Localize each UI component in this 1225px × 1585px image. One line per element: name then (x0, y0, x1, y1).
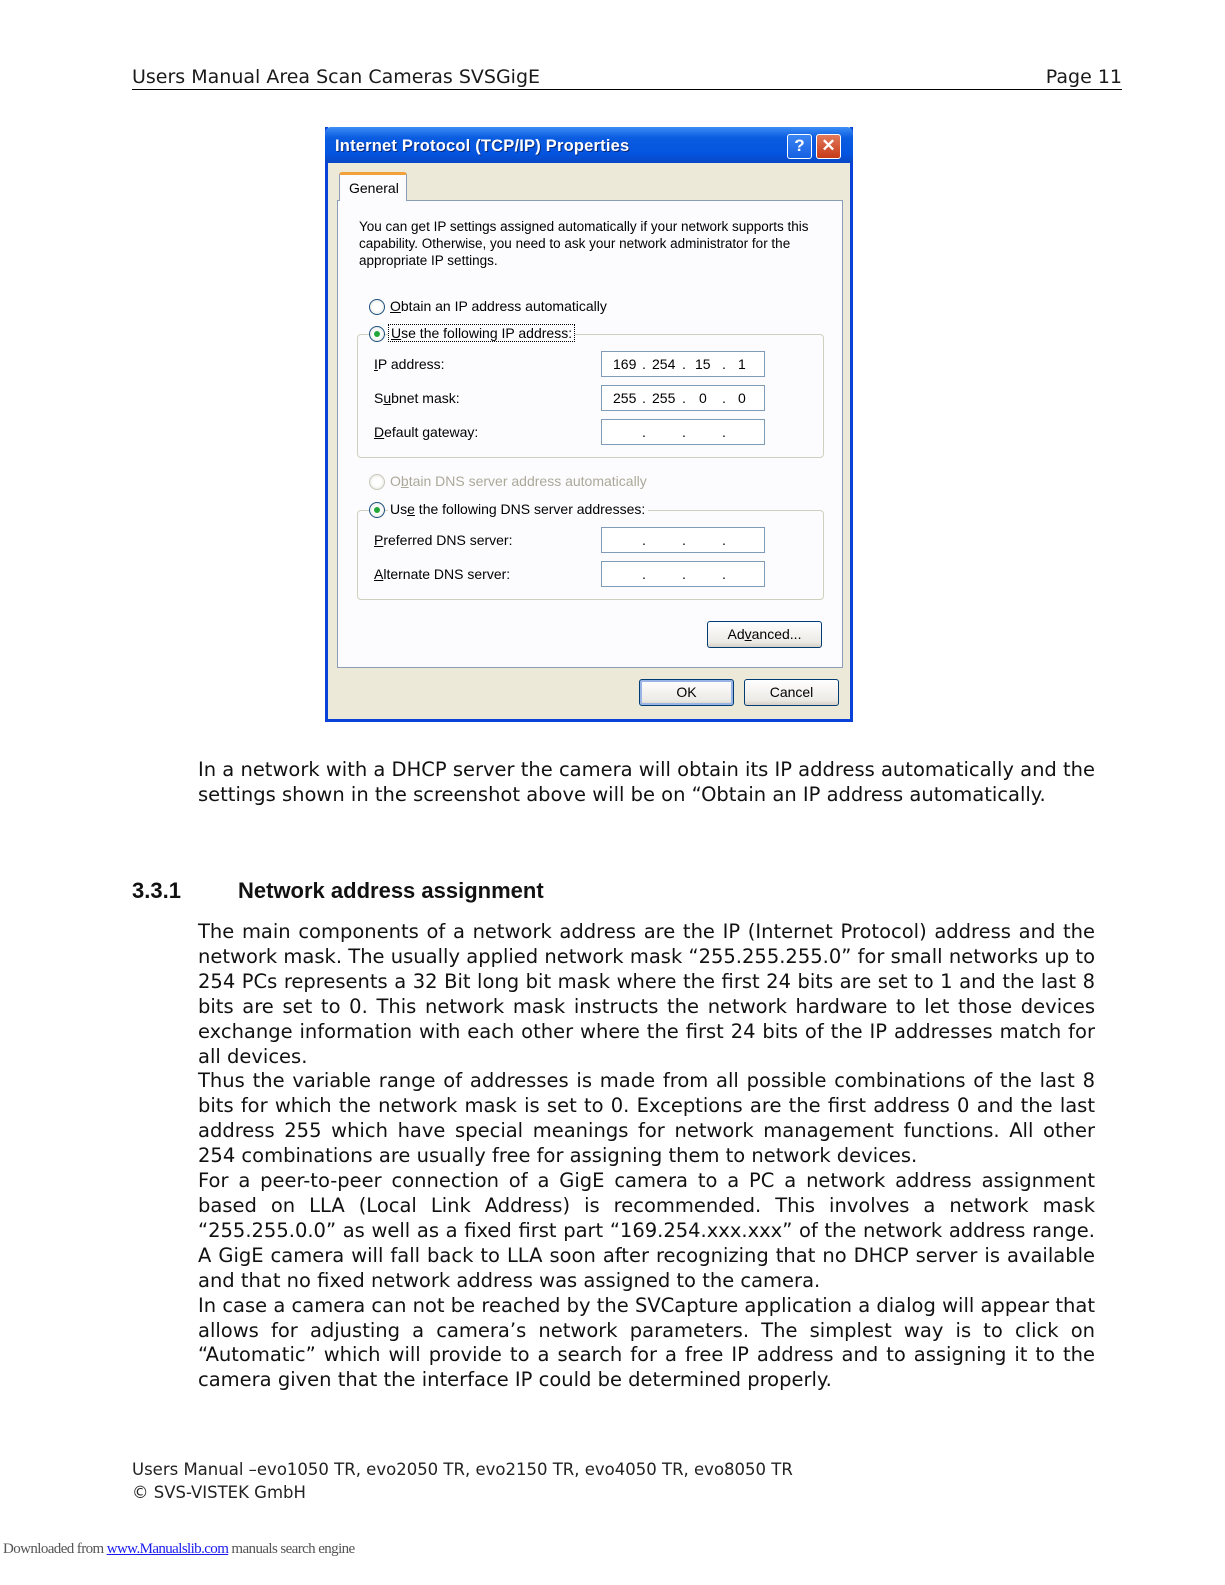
intro-paragraph: In a network with a DHCP server the camera will obtain its IP address automatically and the settings shown in the screenshot above will be on “Obtain an IP address automatically. (198, 758, 1096, 806)
dns-auto-label[interactable]: Obtain DNS server address automatically (390, 473, 647, 489)
page-footer (132, 1458, 793, 1504)
gateway-label: Default gateway: (374, 424, 479, 440)
alternate-dns-label: Alternate DNS server: (374, 566, 511, 582)
download-note: Downloaded from www.Manualslib.com manuals search engine (3, 1541, 355, 1557)
manualslib-link[interactable]: www.Manualslib.com (106, 1541, 229, 1557)
advanced-button[interactable]: Advanced... (707, 621, 822, 648)
tab-general[interactable] (339, 172, 407, 201)
ip-octet-3: 15 (695, 356, 711, 372)
body-paragraphs (198, 920, 1095, 1393)
footer-copyright: © SVS-VISTEK GmbH (132, 1483, 306, 1502)
ip-manual-radio[interactable] (369, 326, 385, 342)
ip-address-label: IP address: (374, 356, 445, 372)
dns-manual-label[interactable]: Use the following DNS server addresses: (388, 501, 648, 517)
subnet-octet-3: 0 (699, 390, 707, 406)
ip-manual-label[interactable]: Use the following IP address: (388, 325, 575, 341)
subnet-octet-2: 255 (652, 390, 676, 406)
section-number: 3.3.1 (132, 878, 181, 903)
dns-auto-radio[interactable] (369, 474, 385, 490)
tcpip-properties-dialog (325, 127, 853, 722)
subnet-octet-1: 255 (613, 390, 637, 406)
dialog-description: You can get IP settings assigned automatically if your network supports this capability. Otherwise, you need to ask your network administrator for the appropriate IP settings. (359, 219, 809, 268)
ip-auto-label[interactable]: Obtain an IP address automatically (390, 298, 607, 314)
ip-octet-2: 254 (652, 356, 676, 372)
ip-auto-radio[interactable] (369, 299, 385, 315)
ip-octet-1: 169 (613, 356, 637, 372)
dialog-title: Internet Protocol (TCP/IP) Properties (335, 137, 630, 155)
ip-address-field[interactable]: 169 . 254 . 15 . 1 (601, 351, 765, 377)
page-header (132, 66, 1122, 90)
tab-general-label: General (349, 180, 399, 196)
paragraph: For a peer-to-peer connection of a GigE camera to a PC a network address assignment based on LLA (Local Link Address) is recommended. This involves a network mask “255.255.0.0” as well as a fixed first part “169.254.xxx.xxx” of the network address range. A GigE camera will fall back to LLA soon after recognizing that no DHCP server is available and that no fixed network address was assigned to the camera. (198, 1169, 1095, 1292)
cancel-button[interactable]: Cancel (744, 679, 839, 706)
close-button[interactable] (816, 134, 841, 159)
section-heading (132, 878, 544, 904)
header-title: Users Manual Area Scan Cameras SVSGigE (132, 66, 541, 88)
page-number: Page 11 (1045, 66, 1122, 88)
alternate-dns-field[interactable]: . . . (601, 561, 765, 587)
subnet-octet-4: 0 (738, 390, 746, 406)
dns-manual-radio[interactable] (369, 502, 385, 518)
close-icon: ✕ (821, 136, 836, 155)
help-button[interactable] (787, 134, 812, 159)
general-panel (337, 200, 843, 668)
ok-button[interactable]: OK (639, 679, 734, 706)
help-icon: ? (794, 136, 805, 155)
preferred-dns-field[interactable]: . . . (601, 527, 765, 553)
paragraph: The main components of a network address are the IP (Internet Protocol) address and the network mask. The usually applied network mask “255.255.255.0” for small networks up to 254 PCs represents a 32 Bit long bit mask where the first 24 bits are set to 1 and the last 8 bits are set to 0. This network mask instructs the network hardware to let those devices exchange information with each other where the first 24 bits of the IP addresses match for all devices. (198, 920, 1095, 1068)
paragraph: In case a camera can not be reached by the SVCapture application a dialog will appear that allows for adjusting a camera’s network parameters. The simplest way is to click on “Automatic” which will provide to a search for a free IP address and to assigning it to the camera given that the interface IP could be determined properly. (198, 1293, 1095, 1392)
footer-models: Users Manual –evo1050 TR, evo2050 TR, evo2150 TR, evo4050 TR, evo8050 TR (132, 1460, 793, 1479)
gateway-field[interactable]: . . . (601, 419, 765, 445)
paragraph: Thus the variable range of addresses is made from all possible combinations of the last 8 bits for which the network mask is set to 0. Exceptions are the first address 0 and the last address 255 which have special meanings for network management functions. All other 254 combinations are usually free for assigning them to network devices. (198, 1069, 1095, 1168)
section-title: Network address assignment (238, 878, 544, 903)
dialog-titlebar (325, 127, 853, 163)
preferred-dns-label: Preferred DNS server: (374, 532, 513, 548)
subnet-mask-field[interactable]: 255 . 255 . 0 . 0 (601, 385, 765, 411)
ip-octet-4: 1 (738, 356, 746, 372)
subnet-mask-label: Subnet mask: (374, 390, 460, 406)
